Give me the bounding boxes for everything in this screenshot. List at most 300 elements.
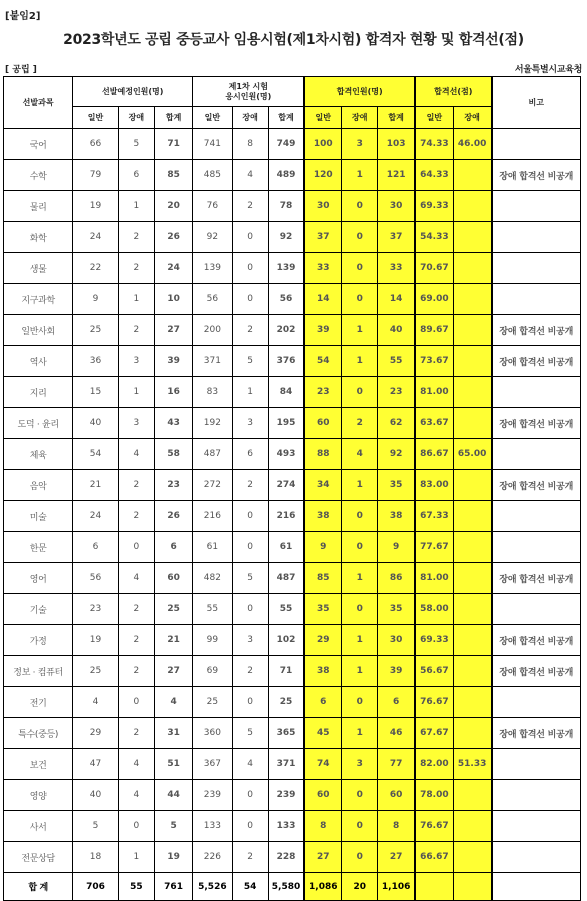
planned-total-cell: 761 xyxy=(154,873,192,901)
header-cutoff: 합격선(점) xyxy=(415,77,492,107)
subject-cell: 한문 xyxy=(4,532,73,563)
cutoff-disabled-cell xyxy=(453,222,491,253)
applicants-disabled-cell: 5 xyxy=(232,718,268,749)
cutoff-disabled-cell xyxy=(453,501,491,532)
passed-general-cell: 39 xyxy=(304,315,341,346)
applicants-general-cell: 200 xyxy=(193,315,232,346)
cutoff-disabled-cell xyxy=(453,780,491,811)
passed-general-cell: 88 xyxy=(304,439,341,470)
passed-disabled-cell: 0 xyxy=(342,594,378,625)
table-row xyxy=(4,470,581,501)
passed-general-cell: 1,086 xyxy=(304,873,341,901)
planned-disabled-cell: 0 xyxy=(118,811,154,842)
planned-disabled-cell: 4 xyxy=(118,780,154,811)
applicants-general-cell: 69 xyxy=(193,656,232,687)
section-label: [ 공립 ] xyxy=(5,65,37,75)
subject-cell: 미술 xyxy=(4,501,73,532)
passed-general-cell: 38 xyxy=(304,656,341,687)
applicants-general-cell: 92 xyxy=(193,222,232,253)
table-row xyxy=(4,532,581,563)
passed-total-cell: 33 xyxy=(378,253,415,284)
table-body xyxy=(4,129,581,901)
planned-disabled-cell: 2 xyxy=(118,253,154,284)
cutoff-general-cell: 54.33 xyxy=(415,222,453,253)
applicants-general-cell: 367 xyxy=(193,749,232,780)
passed-disabled-cell: 0 xyxy=(342,284,378,315)
cutoff-general-cell: 70.67 xyxy=(415,253,453,284)
applicants-disabled-cell: 5 xyxy=(232,563,268,594)
note-cell-cell xyxy=(492,129,581,160)
passed-disabled-cell: 3 xyxy=(342,749,378,780)
note-cell-cell xyxy=(492,749,581,780)
cutoff-disabled-cell xyxy=(453,656,491,687)
applicants-total-cell: 274 xyxy=(268,470,304,501)
cutoff-disabled-cell xyxy=(453,625,491,656)
passed-disabled-cell: 0 xyxy=(342,687,378,718)
subheader-applicants-total: 합계 xyxy=(268,107,304,129)
table-row xyxy=(4,780,581,811)
passed-total-cell: 92 xyxy=(378,439,415,470)
subject-cell: 화학 xyxy=(4,222,73,253)
cutoff-general-cell: 83.00 xyxy=(415,470,453,501)
subject-cell: 역사 xyxy=(4,346,73,377)
applicants-total-cell: 139 xyxy=(268,253,304,284)
applicants-disabled-cell: 6 xyxy=(232,439,268,470)
applicants-disabled-cell: 3 xyxy=(232,625,268,656)
note-cell-cell xyxy=(492,284,581,315)
applicants-total-cell: 56 xyxy=(268,284,304,315)
table-row xyxy=(4,439,581,470)
table-row xyxy=(4,284,581,315)
planned-disabled-cell: 2 xyxy=(118,656,154,687)
applicants-disabled-cell: 0 xyxy=(232,253,268,284)
applicants-general-cell: 272 xyxy=(193,470,232,501)
header-passed: 합격인원(명) xyxy=(304,77,415,107)
planned-general-cell: 19 xyxy=(73,191,118,222)
passed-total-cell: 38 xyxy=(378,501,415,532)
subheader-planned-total: 합계 xyxy=(154,107,192,129)
applicants-disabled-cell: 4 xyxy=(232,749,268,780)
note-cell-cell: 장애 합격선 비공개 xyxy=(492,160,581,191)
note-cell-cell: 장애 합격선 비공개 xyxy=(492,346,581,377)
cutoff-general-cell: 76.67 xyxy=(415,811,453,842)
planned-total-cell: 58 xyxy=(154,439,192,470)
planned-disabled-cell: 2 xyxy=(118,501,154,532)
applicants-general-cell: 56 xyxy=(193,284,232,315)
passed-general-cell: 60 xyxy=(304,780,341,811)
passed-general-cell: 120 xyxy=(304,160,341,191)
applicants-disabled-cell: 4 xyxy=(232,160,268,191)
applicants-total-cell: 202 xyxy=(268,315,304,346)
note-cell-cell xyxy=(492,222,581,253)
subject-cell: 가정 xyxy=(4,625,73,656)
subject-cell: 전기 xyxy=(4,687,73,718)
passed-disabled-cell: 1 xyxy=(342,470,378,501)
note-cell-cell: 장애 합격선 비공개 xyxy=(492,656,581,687)
planned-disabled-cell: 3 xyxy=(118,346,154,377)
applicants-disabled-cell: 8 xyxy=(232,129,268,160)
passed-disabled-cell: 20 xyxy=(342,873,378,901)
applicants-disabled-cell: 3 xyxy=(232,408,268,439)
subheader-passed-total: 합계 xyxy=(378,107,415,129)
cutoff-general-cell: 82.00 xyxy=(415,749,453,780)
cutoff-disabled-cell xyxy=(453,284,491,315)
passed-general-cell: 9 xyxy=(304,532,341,563)
passed-disabled-cell: 2 xyxy=(342,408,378,439)
passed-disabled-cell: 1 xyxy=(342,625,378,656)
passed-total-cell: 35 xyxy=(378,470,415,501)
passed-total-cell: 77 xyxy=(378,749,415,780)
cutoff-general-cell: 64.33 xyxy=(415,160,453,191)
table-row xyxy=(4,873,581,901)
planned-total-cell: 24 xyxy=(154,253,192,284)
cutoff-disabled-cell xyxy=(453,160,491,191)
cutoff-general-cell: 78.00 xyxy=(415,780,453,811)
planned-general-cell: 25 xyxy=(73,315,118,346)
planned-total-cell: 51 xyxy=(154,749,192,780)
cutoff-general-cell: 86.67 xyxy=(415,439,453,470)
cutoff-general-cell: 67.33 xyxy=(415,501,453,532)
applicants-general-cell: 487 xyxy=(193,439,232,470)
cutoff-general-cell: 69.00 xyxy=(415,284,453,315)
planned-disabled-cell: 2 xyxy=(118,315,154,346)
planned-disabled-cell: 4 xyxy=(118,749,154,780)
planned-total-cell: 71 xyxy=(154,129,192,160)
applicants-general-cell: 371 xyxy=(193,346,232,377)
planned-disabled-cell: 1 xyxy=(118,284,154,315)
table-row xyxy=(4,625,581,656)
planned-total-cell: 27 xyxy=(154,656,192,687)
planned-general-cell: 29 xyxy=(73,718,118,749)
planned-disabled-cell: 3 xyxy=(118,408,154,439)
planned-general-cell: 40 xyxy=(73,408,118,439)
subheader-cutoff-general: 일반 xyxy=(415,107,453,129)
subheader-applicants-disabled: 장애 xyxy=(232,107,268,129)
cutoff-disabled-cell xyxy=(453,594,491,625)
planned-total-cell: 6 xyxy=(154,532,192,563)
note-cell-cell: 장애 합격선 비공개 xyxy=(492,315,581,346)
cutoff-disabled-cell xyxy=(453,470,491,501)
planned-general-cell: 19 xyxy=(73,625,118,656)
planned-total-cell: 43 xyxy=(154,408,192,439)
subject-cell: 도덕 · 윤리 xyxy=(4,408,73,439)
subheader-planned-general: 일반 xyxy=(73,107,118,129)
planned-total-cell: 26 xyxy=(154,501,192,532)
planned-disabled-cell: 2 xyxy=(118,222,154,253)
cutoff-disabled-cell xyxy=(453,687,491,718)
cutoff-general-cell: 56.67 xyxy=(415,656,453,687)
cutoff-general-cell: 69.33 xyxy=(415,191,453,222)
passed-total-cell: 62 xyxy=(378,408,415,439)
subject-cell: 보건 xyxy=(4,749,73,780)
planned-total-cell: 10 xyxy=(154,284,192,315)
table-row xyxy=(4,377,581,408)
applicants-total-cell: 365 xyxy=(268,718,304,749)
note-cell-cell xyxy=(492,594,581,625)
passed-total-cell: 121 xyxy=(378,160,415,191)
passed-disabled-cell: 1 xyxy=(342,346,378,377)
applicants-disabled-cell: 0 xyxy=(232,501,268,532)
applicants-disabled-cell: 0 xyxy=(232,284,268,315)
page-title: 2023학년도 공립 중등교사 임용시험(제1차시험) 합격자 현황 및 합격선(점) xyxy=(63,32,524,48)
passed-disabled-cell: 1 xyxy=(342,160,378,191)
applicants-disabled-cell: 0 xyxy=(232,594,268,625)
cutoff-general-cell: 81.00 xyxy=(415,377,453,408)
planned-general-cell: 6 xyxy=(73,532,118,563)
passed-disabled-cell: 0 xyxy=(342,222,378,253)
planned-general-cell: 25 xyxy=(73,656,118,687)
planned-general-cell: 79 xyxy=(73,160,118,191)
table-row xyxy=(4,594,581,625)
issuer-label: 서울특별시교육청 xyxy=(514,65,582,75)
applicants-total-cell: 5,580 xyxy=(268,873,304,901)
passed-total-cell: 27 xyxy=(378,842,415,873)
passed-total-cell: 23 xyxy=(378,377,415,408)
table-row xyxy=(4,408,581,439)
applicants-total-cell: 489 xyxy=(268,160,304,191)
planned-total-cell: 20 xyxy=(154,191,192,222)
table-row xyxy=(4,315,581,346)
applicants-general-cell: 192 xyxy=(193,408,232,439)
cutoff-disabled-cell xyxy=(453,253,491,284)
planned-disabled-cell: 5 xyxy=(118,129,154,160)
passed-disabled-cell: 4 xyxy=(342,439,378,470)
planned-disabled-cell: 4 xyxy=(118,563,154,594)
applicants-disabled-cell: 0 xyxy=(232,222,268,253)
subheader-passed-general: 일반 xyxy=(304,107,341,129)
subject-cell: 수학 xyxy=(4,160,73,191)
passed-general-cell: 30 xyxy=(304,191,341,222)
applicants-disabled-cell: 2 xyxy=(232,656,268,687)
passed-total-cell: 46 xyxy=(378,718,415,749)
cutoff-disabled-cell xyxy=(453,842,491,873)
applicants-total-cell: 376 xyxy=(268,346,304,377)
note-cell-cell xyxy=(492,873,581,901)
applicants-total-cell: 102 xyxy=(268,625,304,656)
applicants-total-cell: 228 xyxy=(268,842,304,873)
planned-disabled-cell: 0 xyxy=(118,687,154,718)
planned-total-cell: 27 xyxy=(154,315,192,346)
planned-general-cell: 54 xyxy=(73,439,118,470)
passed-disabled-cell: 1 xyxy=(342,563,378,594)
planned-general-cell: 9 xyxy=(73,284,118,315)
cutoff-general-cell: 58.00 xyxy=(415,594,453,625)
note-cell-cell xyxy=(492,191,581,222)
cutoff-disabled-cell xyxy=(453,346,491,377)
applicants-total-cell: 84 xyxy=(268,377,304,408)
passed-disabled-cell: 0 xyxy=(342,501,378,532)
passed-disabled-cell: 1 xyxy=(342,656,378,687)
header-applicants xyxy=(193,77,305,107)
cutoff-disabled-cell xyxy=(453,191,491,222)
planned-total-cell: 39 xyxy=(154,346,192,377)
passed-total-cell: 35 xyxy=(378,594,415,625)
applicants-total-cell: 749 xyxy=(268,129,304,160)
cutoff-general-cell: 76.67 xyxy=(415,687,453,718)
planned-general-cell: 24 xyxy=(73,501,118,532)
passed-general-cell: 54 xyxy=(304,346,341,377)
passed-total-cell: 55 xyxy=(378,346,415,377)
note-cell-cell xyxy=(492,842,581,873)
cutoff-general-cell: 67.67 xyxy=(415,718,453,749)
passed-general-cell: 29 xyxy=(304,625,341,656)
planned-general-cell: 5 xyxy=(73,811,118,842)
planned-general-cell: 22 xyxy=(73,253,118,284)
cutoff-general-cell: 73.67 xyxy=(415,346,453,377)
cutoff-general-cell xyxy=(415,873,453,901)
passed-total-cell: 37 xyxy=(378,222,415,253)
applicants-general-cell: 133 xyxy=(193,811,232,842)
applicants-general-cell: 482 xyxy=(193,563,232,594)
passed-total-cell: 86 xyxy=(378,563,415,594)
subheader-cutoff-disabled: 장애 xyxy=(453,107,491,129)
passed-disabled-cell: 0 xyxy=(342,811,378,842)
table-row xyxy=(4,253,581,284)
planned-disabled-cell: 0 xyxy=(118,532,154,563)
passed-general-cell: 37 xyxy=(304,222,341,253)
applicants-disabled-cell: 54 xyxy=(232,873,268,901)
applicants-general-cell: 485 xyxy=(193,160,232,191)
planned-total-cell: 19 xyxy=(154,842,192,873)
cutoff-disabled-cell xyxy=(453,873,491,901)
applicants-general-cell: 25 xyxy=(193,687,232,718)
applicants-general-cell: 239 xyxy=(193,780,232,811)
applicants-general-cell: 360 xyxy=(193,718,232,749)
planned-general-cell: 18 xyxy=(73,842,118,873)
passed-total-cell: 39 xyxy=(378,656,415,687)
note-cell-cell: 장애 합격선 비공개 xyxy=(492,563,581,594)
planned-total-cell: 25 xyxy=(154,594,192,625)
note-cell-cell xyxy=(492,253,581,284)
applicants-total-cell: 71 xyxy=(268,656,304,687)
passed-general-cell: 74 xyxy=(304,749,341,780)
subject-cell: 영어 xyxy=(4,563,73,594)
applicants-total-cell: 55 xyxy=(268,594,304,625)
planned-total-cell: 4 xyxy=(154,687,192,718)
table-row xyxy=(4,222,581,253)
subject-cell: 일반사회 xyxy=(4,315,73,346)
note-cell-cell: 장애 합격선 비공개 xyxy=(492,408,581,439)
passed-general-cell: 14 xyxy=(304,284,341,315)
note-cell-cell xyxy=(492,501,581,532)
planned-disabled-cell: 1 xyxy=(118,842,154,873)
cutoff-disabled-cell: 46.00 xyxy=(453,129,491,160)
subject-cell: 전문상담 xyxy=(4,842,73,873)
applicants-total-cell: 216 xyxy=(268,501,304,532)
planned-total-cell: 85 xyxy=(154,160,192,191)
planned-disabled-cell: 4 xyxy=(118,439,154,470)
passed-total-cell: 60 xyxy=(378,780,415,811)
header-applicants-line2: 응시인원(명) xyxy=(225,91,272,101)
passed-disabled-cell: 3 xyxy=(342,129,378,160)
passed-disabled-cell: 0 xyxy=(342,253,378,284)
planned-general-cell: 15 xyxy=(73,377,118,408)
header-subject: 선발과목 xyxy=(4,77,73,129)
applicants-general-cell: 226 xyxy=(193,842,232,873)
passed-general-cell: 85 xyxy=(304,563,341,594)
cutoff-general-cell: 74.33 xyxy=(415,129,453,160)
cutoff-disabled-cell xyxy=(453,532,491,563)
passed-general-cell: 34 xyxy=(304,470,341,501)
subject-cell: 영양 xyxy=(4,780,73,811)
planned-total-cell: 60 xyxy=(154,563,192,594)
subheader-planned-disabled: 장애 xyxy=(118,107,154,129)
table-row xyxy=(4,129,581,160)
applicants-total-cell: 493 xyxy=(268,439,304,470)
cutoff-general-cell: 77.67 xyxy=(415,532,453,563)
subject-cell: 국어 xyxy=(4,129,73,160)
cutoff-disabled-cell xyxy=(453,408,491,439)
planned-general-cell: 706 xyxy=(73,873,118,901)
cutoff-general-cell: 69.33 xyxy=(415,625,453,656)
passed-total-cell: 8 xyxy=(378,811,415,842)
applicants-total-cell: 92 xyxy=(268,222,304,253)
subheader-passed-disabled: 장애 xyxy=(342,107,378,129)
planned-general-cell: 23 xyxy=(73,594,118,625)
passed-total-cell: 6 xyxy=(378,687,415,718)
passed-general-cell: 8 xyxy=(304,811,341,842)
table-row xyxy=(4,842,581,873)
planned-total-cell: 31 xyxy=(154,718,192,749)
planned-general-cell: 24 xyxy=(73,222,118,253)
planned-disabled-cell: 1 xyxy=(118,377,154,408)
passed-disabled-cell: 0 xyxy=(342,780,378,811)
subject-cell: 기술 xyxy=(4,594,73,625)
passed-disabled-cell: 0 xyxy=(342,377,378,408)
passed-total-cell: 40 xyxy=(378,315,415,346)
applicants-disabled-cell: 2 xyxy=(232,842,268,873)
passed-general-cell: 33 xyxy=(304,253,341,284)
applicants-general-cell: 76 xyxy=(193,191,232,222)
subject-cell: 정보 · 컴퓨터 xyxy=(4,656,73,687)
planned-general-cell: 56 xyxy=(73,563,118,594)
results-table xyxy=(3,76,581,901)
passed-general-cell: 23 xyxy=(304,377,341,408)
applicants-total-cell: 25 xyxy=(268,687,304,718)
planned-disabled-cell: 6 xyxy=(118,160,154,191)
planned-total-cell: 23 xyxy=(154,470,192,501)
planned-general-cell: 66 xyxy=(73,129,118,160)
table-row xyxy=(4,563,581,594)
attachment-label: [붙임2] xyxy=(5,11,41,22)
table-row xyxy=(4,501,581,532)
passed-total-cell: 30 xyxy=(378,191,415,222)
note-cell-cell xyxy=(492,439,581,470)
passed-general-cell: 45 xyxy=(304,718,341,749)
applicants-total-cell: 487 xyxy=(268,563,304,594)
planned-disabled-cell: 2 xyxy=(118,470,154,501)
applicants-disabled-cell: 0 xyxy=(232,811,268,842)
subheader-applicants-general: 일반 xyxy=(193,107,232,129)
subject-cell: 지리 xyxy=(4,377,73,408)
applicants-general-cell: 99 xyxy=(193,625,232,656)
planned-disabled-cell: 1 xyxy=(118,191,154,222)
cutoff-disabled-cell xyxy=(453,811,491,842)
cutoff-disabled-cell xyxy=(453,563,491,594)
table-row xyxy=(4,346,581,377)
applicants-disabled-cell: 2 xyxy=(232,191,268,222)
subject-cell: 물리 xyxy=(4,191,73,222)
subject-cell: 합 계 xyxy=(4,873,73,901)
cutoff-disabled-cell: 65.00 xyxy=(453,439,491,470)
note-cell-cell xyxy=(492,780,581,811)
table-row xyxy=(4,687,581,718)
cutoff-general-cell: 66.67 xyxy=(415,842,453,873)
planned-total-cell: 21 xyxy=(154,625,192,656)
cutoff-general-cell: 81.00 xyxy=(415,563,453,594)
note-cell-cell xyxy=(492,532,581,563)
planned-total-cell: 26 xyxy=(154,222,192,253)
